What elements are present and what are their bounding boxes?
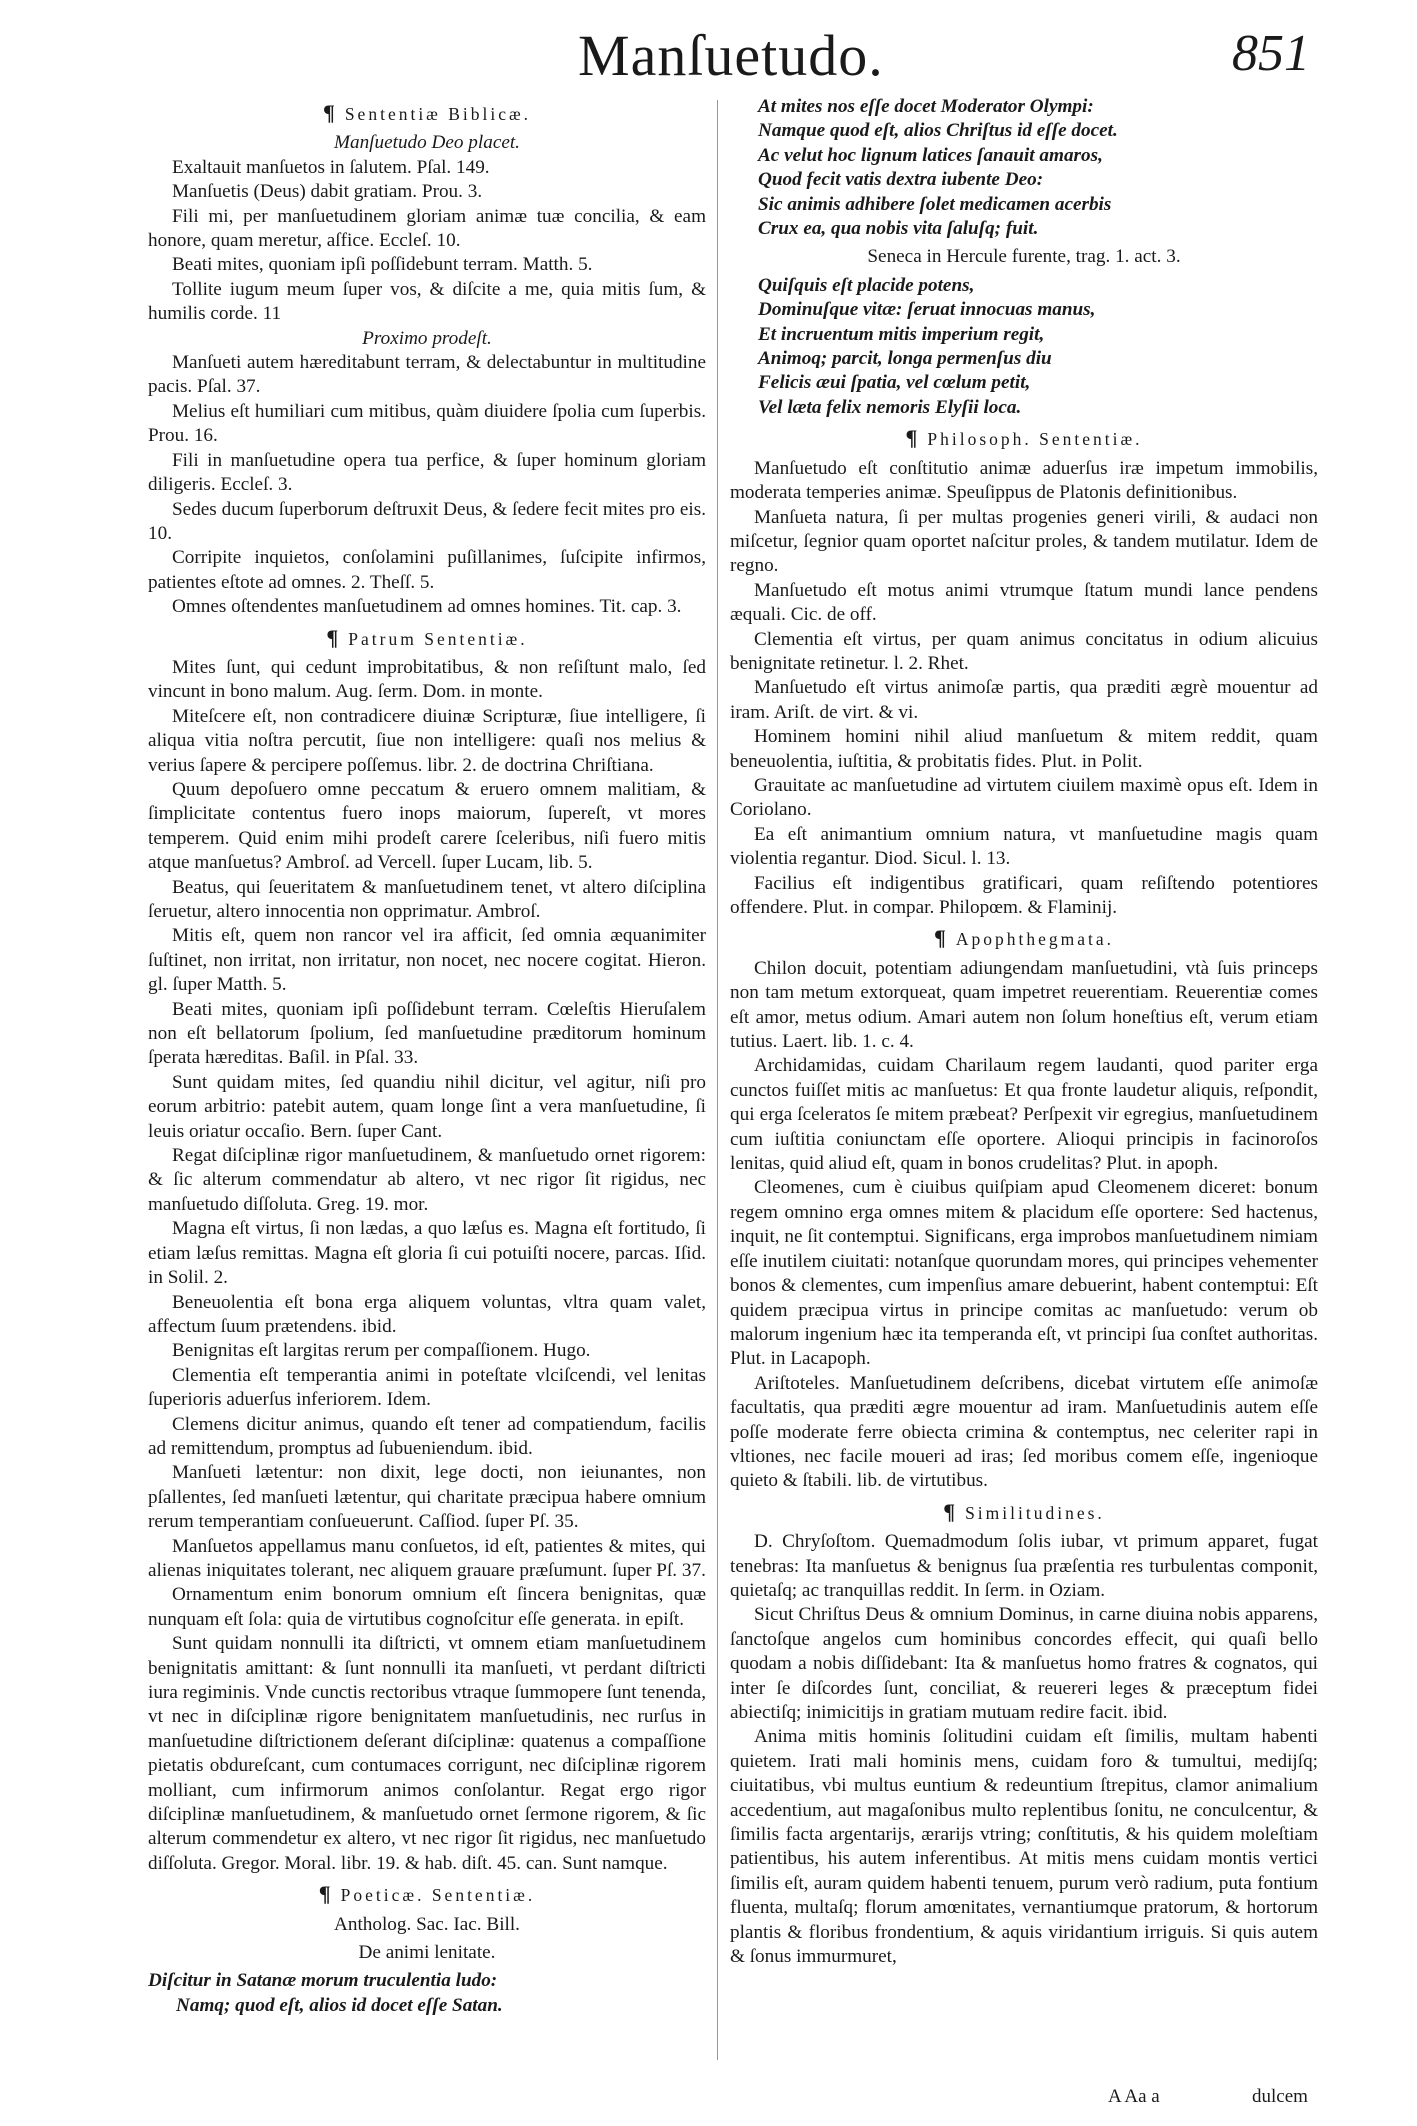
sentence: Beati mites, quoniam ipſi poſſidebunt terram. Matth. 5. bbox=[172, 254, 593, 276]
sentence: D. Chryſoſtom. Quemadmodum ſolis iubar, vt primum apparet, fugat tenebras: Ita manſuetus & benignus ſua præſentia res turbulentas componit, quietaſq; ac tranquillas reddit. In ſerm. in Oziam. bbox=[730, 1531, 1318, 1601]
sentence: Tollite iugum meum ſuper vos, & diſcite a me, quia mitis ſum, & humilis corde. 11 bbox=[148, 278, 706, 325]
sentence: Mitis eſt, quem non rancor vel ira afficit, ſed omnia æquanimiter ſuſtinet, non irritat, non irritatur, non nocet, nec nocere cogitat. Hieron. gl. ſuper Matth. 5. bbox=[148, 925, 706, 996]
poem-title: De animi lenitate. bbox=[358, 1942, 496, 1964]
sentence: Beatus, qui ſeueritatem & manſuetudinem tenet, vt altero diſciplina ſeruetur, altero innocentia non opprimatur. Ambroſ. bbox=[148, 876, 706, 922]
sentence: Ea eſt animantium omnium natura, vt manſuetudine magis quam violentia regantur. Diod. Sicul. l. 13. bbox=[730, 823, 1318, 870]
sentence: Mites ſunt, qui cedunt improbitatibus, & non reſiſtunt malo, ſed vincunt in bono malum. Aug. ſerm. Dom. in monte. bbox=[148, 656, 706, 703]
sentence: Sedes ducum ſuperborum deſtruxit Deus, & ſedere fecit mites pro eis. 10. bbox=[148, 498, 706, 544]
poem-line: Dominuſque vitæ: ſeruat innocuas manus, bbox=[758, 299, 1096, 321]
section-heading-poeticae: ¶ Poeticæ. Sententiæ. bbox=[318, 1881, 536, 1907]
sentence: Clemens dicitur animus, quando eſt tener ad compatiendum, facilis ad remittendum, promptus ad ſubueniendum. ibid. bbox=[148, 1413, 706, 1459]
sentence: Manſuetudo eſt virtus animoſæ partis, qua præditi ægrè mouentur ad iram. Ariſt. de virt. & vi. bbox=[730, 677, 1318, 723]
poem-line: Et incruentum mitis imperium regit, bbox=[758, 323, 1045, 345]
sentence: Fili mi, per manſuetudinem gloriam animæ tuæ concilia, & eam honore, quam meretur, aſfice. Eccleſ. 10. bbox=[148, 205, 706, 252]
subheading: Manſuetudo Deo placet. bbox=[334, 132, 520, 154]
poem-line: Quod fecit vatis dextra iubente Deo: bbox=[758, 169, 1044, 191]
sentence: Sunt quidam nonnulli ita diſtricti, vt omnem etiam manſuetudinem benignitatis amittant: & ſunt nonnulli ita manſueti, vt perdant diſtricti iura regiminis. Vnde cunctis rectoribus vtraque ſummopere ſunt tenenda, vt nec in diſciplinæ rigore benignitatem manſuetudinis, nec rurſus in manſuetudine diſtrictionem deſerant diſciplinæ: quatenus a compaſſione pietatis obdureſcant, cum contumaces corrigunt, nec diſciplinæ rigorem molliant, cum infirmorum animos conſolantur. Regat ergo rigor diſciplinæ manſuetudinem, & manſuetudo ornet ſermone rigorem, & ſic alterum commendetur ex altero, vt nec rigor ſit rigidus, nec manſuetudo diſſoluta. Gregor. Moral. libr. 19. & hab. diſt. 45. can. Sunt namque. bbox=[148, 1633, 706, 1874]
sentence: Corripite inquietos, conſolamini puſillanimes, ſuſcipite infirmos, patientes eſtote ad omnes. 2. Theſſ. 5. bbox=[148, 547, 706, 593]
poem-line: Ac velut hoc lignum latices ſanauit amaros, bbox=[758, 144, 1103, 166]
sentence: Benignitas eſt largitas rerum per compaſſionem. Hugo. bbox=[172, 1340, 591, 1362]
pilcrow-icon: ¶ bbox=[905, 425, 918, 451]
sentence: Facilius eſt indigentibus gratificari, quam reſiſtendo potentiores offendere. Plut. in compar. Philopœm. & Flaminij. bbox=[730, 872, 1318, 918]
pilcrow-icon: ¶ bbox=[322, 100, 335, 125]
section-heading-patrum: ¶ Patrum Sententiæ. bbox=[326, 624, 528, 650]
sentence: Magna eſt virtus, ſi non lædas, a quo læſus es. Magna eſt fortitudo, ſi etiam læſus remittas. Magna eſt gloria ſi cui potuiſti nocere, parcas. Iſid. in Solil. 2. bbox=[148, 1218, 706, 1289]
sentence: Manſuetis (Deus) dabit gratiam. Prou. 3. bbox=[172, 181, 483, 203]
sentence: Chilon docuit, potentiam adiungendam manſuetudini, vtà ſuis princeps non tam metum extorqueat, quam impetret reuerentiam. Reuerentiæ comes eſt amor, metus odium. Amari autem non ſolum honeſtius eſt, verum etiam tutius. Laert. lib. 1. c. 4. bbox=[730, 957, 1318, 1053]
sentence: Beneuolentia eſt bona erga aliquem voluntas, vltra quam valet, affectum ſuum prætendens. ibid. bbox=[148, 1291, 706, 1337]
right-column bbox=[730, 95, 1318, 1969]
section-heading-apophthegmata: ¶ Apophthegmata. bbox=[933, 925, 1115, 951]
sentence: Ornamentum enim bonorum omnium eſt ſincera benignitas, quæ nunquam eſt ſola: quia de virtutibus cognoſcitur eſſe generata. in epiſt. bbox=[148, 1584, 706, 1630]
sentence: Sunt quidam mites, ſed quandiu nihil dicitur, vel agitur, niſi pro eorum arbitrio: patebit autem, quam longe ſint a vera manſuetudine, ſi leuis oriatur occaſio. Bern. ſuper Cant. bbox=[148, 1071, 706, 1142]
poem-line: Crux ea, qua nobis vita ſaluſq; fuit. bbox=[758, 218, 1039, 240]
similitudines-list bbox=[730, 1530, 1318, 1969]
column-divider bbox=[717, 100, 718, 2060]
catchword: dulcem bbox=[1252, 2086, 1308, 2107]
section-heading-philosoph: ¶ Philosoph. Sententiæ. bbox=[905, 425, 1143, 451]
sentence: Regat diſciplinæ rigor manſuetudinem, & manſuetudo ornet rigorem: & ſic alterum commendatur ab altero, vt nec rigor ſit rigidus, nec manſuetudo diſſoluta. Greg. 19. mor. bbox=[148, 1145, 706, 1215]
page-header bbox=[0, 22, 1417, 92]
sentence: Fili in manſuetudine opera tua perfice, & ſuper hominum gloriam diligeris. Eccleſ. 3. bbox=[148, 449, 706, 496]
poem-line: Quiſquis eſt placide potens, bbox=[758, 274, 975, 296]
signature-mark: A Aa a bbox=[1108, 2086, 1160, 2107]
biblicae-list-2 bbox=[148, 351, 706, 619]
sentence: Manſuetudo eſt motus animi vtrumque ſtatum mundi lance pendens æquali. Cic. de off. bbox=[730, 579, 1318, 626]
sentence: Sicut Chriſtus Deus & omnium Dominus, in carne diuina nobis apparens, ſanctoſque angelos cum hominibus concordes effecit, qui quaſi bello quodam a nobis diſſidebant: Ita & manſuetus homo fratres & cognatos, qui inter ſe diſcordes ſunt, conciliat, & reuereri leges & præceptum fidei abiectiſq; inimicitijs in gratiam mutuam redire facit. ibid. bbox=[730, 1604, 1318, 1723]
sentence: Omnes oſtendentes manſuetudinem ad omnes homines. Tit. cap. 3. bbox=[172, 596, 682, 618]
sentence: Exaltauit manſuetos in ſalutem. Pſal. 149. bbox=[172, 156, 490, 178]
sentence: Grauitate ac manſuetudine ad virtutem ciuilem maximè opus eſt. Idem in Coriolano. bbox=[730, 774, 1318, 821]
subheading: Proximo prodeſt. bbox=[362, 327, 492, 349]
sentence: Hominem homini nihil aliud manſuetum & mitem reddit, quam beneuolentia, iuſtitia, & probitatis fides. Plut. in Polit. bbox=[730, 726, 1318, 772]
poem-line: Diſcitur in Satanæ morum truculentia ludo: bbox=[148, 1970, 498, 1992]
poem-line: Animoq; parcit, longa permenſus diu bbox=[758, 348, 1052, 370]
apophthegmata-list bbox=[730, 957, 1318, 1494]
sentence: Manſueta natura, ſi per multas progenies generi virili, & audaci non miſcetur, ſegnior quam oportet naſcitur proles, & tandem mutilatur. Idem de regno. bbox=[730, 506, 1318, 577]
patrum-list bbox=[148, 656, 706, 1876]
sentence: Archidamidas, cuidam Charilaum regem laudanti, quod pariter erga cunctos fuiſſet mitis ac manſuetus: Et qua fronte laudetur aliquis, reſpondit, qui erga ſceleratos ſe mitem præbeat? Perſpexit vir egregius, manſuetudinem cum iuſtitia coniunctam eſſe oportere. Alioqui principis in facinoroſos lenitas, quid aliud eſt, quam in bonos crudelitas? Plut. in apoph. bbox=[730, 1055, 1318, 1175]
sentence: Beati mites, quoniam ipſi poſſidebunt terram. Cœleſtis Hieruſalem non eſt bellatorum ſpolium, ſed manſuetudine præditorum hominum ſperata hæreditas. Baſil. in Pſal. 33. bbox=[148, 998, 706, 1069]
poem-line: Felicis æui ſpatia, vel cœlum petit, bbox=[758, 372, 1031, 394]
pilcrow-icon: ¶ bbox=[326, 624, 339, 650]
sentence: Anima mitis hominis ſolitudini cuidam eſt ſimilis, multam habenti quietem. Irati mali hominis mens, cuidam foro & tumultui, medijſq; ciuitatibus, vbi multus euntium & redeuntium ſtrepitus, clamor animalium accedentium, aut magaſonibus multo replentibus ſonitu, ne conculcentur, & ſimilis facta argentarijs, ærarijs vtring; conſtitutis, & his quidem moleſtiam patientibus, his autem inferentibus. At mitis mens cuidam montis vertici ſimilis eſt, auram quidem habenti tenuem, purum verò radium, puta fontium fluenta, multaſq; florum amœnitates, vernantiumque pratorum, & hortorum plantis & floribus frondentium, & aquis viridantium irriguis. Si quis autem & ſonus immurmuret, bbox=[730, 1726, 1318, 1968]
pilcrow-icon: ¶ bbox=[943, 1498, 956, 1524]
poem-line: Sic animis adhibere ſolet medicamen acerbis bbox=[758, 193, 1112, 215]
sentence: Manſueti autem hæreditabunt terram, & delectabuntur in multitudine pacis. Pſal. 37. bbox=[148, 352, 706, 398]
sentence: Ariſtoteles. Manſuetudinem deſcribens, dicebat virtutem eſſe animoſæ facultatis, qua præditi ægre mouentur ad iram. Manſuetudinis autem eſſe poſſe moderate ferre obiecta crimina & contemptus, nec celeriter rapi in vltiones, nec facile moueri ad iras; ſed moribus comem eſſe, ingenioque quieto & ſtabili. lib. de virtutibus. bbox=[730, 1372, 1318, 1492]
section-heading-similitudines: ¶ Similitudines. bbox=[943, 1498, 1105, 1524]
biblicae-list-1 bbox=[148, 156, 706, 327]
pilcrow-icon: ¶ bbox=[933, 925, 946, 951]
poem-source: Seneca in Hercule furente, trag. 1. act. 3. bbox=[867, 246, 1181, 268]
left-column bbox=[148, 95, 706, 2018]
poem-line: Namq; quod eſt, alios id docet eſſe Satan. bbox=[176, 1994, 503, 2016]
poem-line: Namque quod eſt, alios Chriſtus id eſſe docet. bbox=[758, 120, 1118, 142]
sentence: Clementia eſt virtus, per quam animus concitatus in odium alicuius benignitate retinetur. l. 2. Rhet. bbox=[730, 628, 1318, 674]
sentence: Manſuetos appellamus manu conſuetos, id eſt, patientes & mites, qui alienas iniquitates tolerant, nec aliquem grauare præſumunt. ſuper Pſ. 37. bbox=[148, 1535, 706, 1581]
page-number: 851 bbox=[1232, 25, 1310, 82]
sentence: Manſuetudo eſt conſtitutio animæ aduerſus iræ impetum immobilis, moderata temperies animæ. Speuſippus de Platonis definitionibus. bbox=[730, 457, 1318, 504]
poem-line: At mites nos eſſe docet Moderator Olympi: bbox=[758, 96, 1094, 117]
sentence: Quum depoſuero omne peccatum & eruero omnem malitiam, & ſimplicitate contentus fuero inops maiorum, ſupereſt, vt mores temperem. Quid enim mihi prodeſt carere ſceleribus, niſi fuero mitis atque manſuetus? Ambroſ. ad Vercell. ſuper Lucam, lib. 5. bbox=[148, 778, 706, 874]
poem-source: Antholog. Sac. Iac. Bill. bbox=[334, 1913, 520, 1935]
sentence: Manſueti lætentur: non dixit, lege docti, non ieiunantes, non pſallentes, ſed manſueti lætentur, qui charitate præcipua habere omnium rerum temperantiam conſueuerunt. Caſſiod. ſuper Pſ. 35. bbox=[148, 1462, 706, 1533]
section-heading-biblicae: ¶ Sententiæ Biblicæ. bbox=[322, 100, 532, 125]
sentence: Cleomenes, cum è ciuibus quiſpiam apud Cleomenem diceret: bonum regem omnino erga omnes mitem & placidum eſſe oportere: Sed hactenus, inquit, ne ſit contemptui. Significans, erga improbos manſuetudinem nimiam eſſe inutilem ciuitati: notanſque quorundam mores, qui principes vehementer bonos & clementes, cum impenſius amare debuerint, habent contemptui: Eſt quidem præcipua virtus in principe comitas ac manſuetudo: verum ob malorum ingenium hæc ita temperanda eſt, vt principi ſua conſtet authoritas. Plut. in Lacapoph. bbox=[730, 1177, 1318, 1370]
philosoph-list bbox=[730, 457, 1318, 921]
poem-line: Vel læta felix nemoris Elyſii loca. bbox=[758, 396, 1022, 418]
running-title: Manſuetudo. bbox=[578, 23, 884, 88]
sentence: Miteſcere eſt, non contradicere diuinæ Scripturæ, ſiue intelligere, ſi aliqua vitia noſtra percutit, ſiue non intelligere: quaſi nos melius & verius ſapere & percipere poſſemus. libr. 2. de doctrina Chriſtiana. bbox=[148, 705, 706, 776]
sentence: Melius eſt humiliari cum mitibus, quàm diuidere ſpolia cum ſuperbis. Prou. 16. bbox=[148, 400, 706, 447]
sentence: Clementia eſt temperantia animi in poteſtate vlciſcendi, vel lenitas ſuperioris aduerſus inferiorem. Idem. bbox=[148, 1364, 706, 1411]
pilcrow-icon: ¶ bbox=[318, 1881, 331, 1907]
